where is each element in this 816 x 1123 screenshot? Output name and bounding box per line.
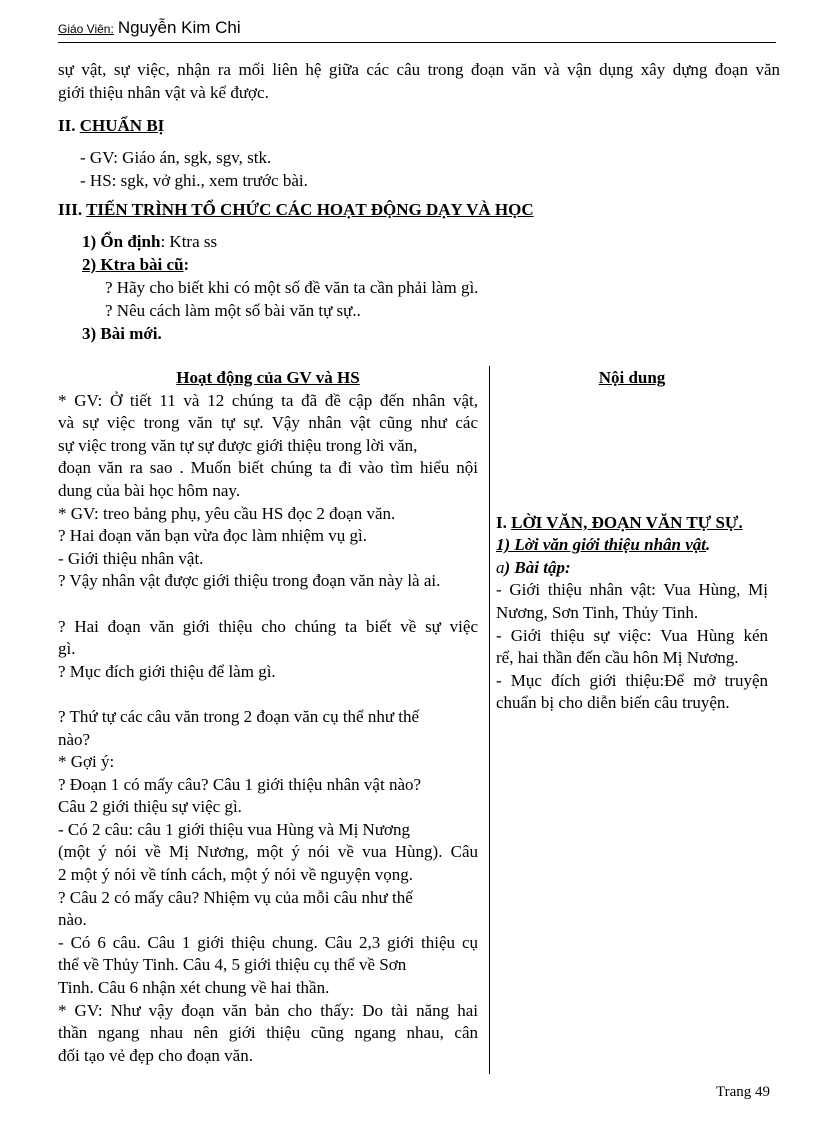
subheading-text: 1) Lời văn giới thiệu nhân vật bbox=[496, 535, 706, 555]
subheading bbox=[496, 534, 768, 557]
step-2 bbox=[82, 253, 478, 276]
text-line: chuẩn bị cho diễn biến câu truyện. bbox=[496, 693, 730, 713]
text-line: gì. bbox=[58, 639, 76, 659]
list-item: - GV: Giáo án, sgk, sgv, stk. bbox=[80, 148, 272, 167]
teacher-name: Nguyễn Kim Chi bbox=[117, 18, 241, 37]
teacher-label: Giáo Viên: bbox=[58, 22, 114, 36]
content-heading bbox=[496, 512, 768, 535]
text-line: ? Đoạn 1 có mấy câu? Câu 1 giới thiệu nhân vật nào? bbox=[58, 774, 422, 794]
spacer bbox=[496, 435, 768, 458]
text-line: thần ngang nhau nên giới thiệu cũng ngang nhau, cân bbox=[58, 1023, 478, 1043]
text-line: (một ý nói về Mị Nương, một ý nói về vua Hùng). Câu bbox=[58, 842, 478, 862]
content-lines bbox=[496, 579, 768, 715]
text-line: 2 một ý nói về tính cách, một ý nói về nguyện vọng. bbox=[58, 865, 414, 885]
text-line: ? Vậy nhân vật được giới thiệu trong đoạn văn này là ai. bbox=[58, 571, 441, 591]
text-line: thể về Thủy Tinh. Câu 4, 5 giới thiệu cụ thể về Sơn bbox=[58, 955, 407, 975]
text-line bbox=[58, 683, 478, 706]
exercise-label bbox=[496, 557, 768, 580]
text-line: nào. bbox=[58, 910, 87, 930]
spacer bbox=[496, 390, 768, 413]
step-label: 3) Bài mới. bbox=[82, 324, 162, 343]
step-colon: : bbox=[183, 255, 190, 274]
spacer bbox=[496, 412, 768, 435]
preparation-list bbox=[80, 146, 308, 192]
spacer bbox=[496, 457, 768, 480]
spacer bbox=[496, 480, 768, 503]
text-line bbox=[58, 593, 478, 616]
text-line: và sự việc trong văn tự sự. Vậy nhân vật cũng như các bbox=[58, 413, 478, 433]
page-header bbox=[58, 18, 776, 43]
step-1 bbox=[82, 230, 478, 253]
activities-column bbox=[58, 367, 478, 1067]
text-line: - Mục đích giới thiệu:Để mở truyện bbox=[496, 670, 768, 690]
subheading-dot: . bbox=[706, 535, 711, 555]
section-title: CHUẨN BỊ bbox=[79, 116, 165, 135]
page-number: 49 bbox=[755, 1084, 771, 1100]
page-label: Trang bbox=[716, 1084, 752, 1100]
review-question: ? Hãy cho biết khi có một số đề văn ta cần phải làm gì. bbox=[105, 278, 479, 297]
text-line: Nương, Sơn Tinh, Thủy Tinh. bbox=[496, 602, 699, 622]
section-number: III. bbox=[58, 200, 83, 219]
text-line: * GV: Như vậy đoạn văn bản cho thấy: Do tài năng hai bbox=[58, 1000, 478, 1020]
exercise-letter: a bbox=[496, 557, 505, 577]
text-line: sự việc trong văn tự sự được giới thiệu trong lời văn, bbox=[58, 435, 418, 455]
text-line: ? Mục đích giới thiệu để làm gì. bbox=[58, 661, 276, 681]
text-line: Câu 2 giới thiệu sự việc gì. bbox=[58, 797, 242, 817]
text-line: - Giới thiệu sự việc: Vua Hùng kén bbox=[496, 625, 768, 645]
step-3 bbox=[82, 322, 478, 345]
text-line: ? Thứ tự các câu văn trong 2 đoạn văn cụ thể như thế bbox=[58, 706, 420, 726]
text-line: ? Hai đoạn văn giới thiệu cho chúng ta biết về sự việc bbox=[58, 616, 478, 636]
text-line: dung của bài học hôm nay. bbox=[58, 480, 241, 500]
section-heading-procedure bbox=[58, 200, 534, 220]
page-footer bbox=[716, 1084, 770, 1101]
procedure-steps bbox=[82, 230, 478, 345]
content-header: Nội dung bbox=[598, 368, 666, 387]
text-line: Tinh. Câu 6 nhận xét chung về hai thần. bbox=[58, 978, 330, 998]
activities-header: Hoạt động của GV và HS bbox=[176, 368, 360, 387]
step-label: 2) Ktra bài cũ bbox=[82, 255, 184, 274]
heading-number: I. bbox=[496, 512, 507, 532]
intro-paragraph bbox=[58, 58, 780, 104]
section-title: TIẾN TRÌNH TỔ CHỨC CÁC HOẠT ĐỘNG DẠY VÀ HỌC bbox=[86, 200, 534, 219]
text-line: - Giới thiệu nhân vật. bbox=[58, 548, 204, 568]
text-line: ? Câu 2 có mấy câu? Nhiệm vụ của mỗi câu như thế bbox=[58, 887, 413, 907]
text-line: ? Hai đoạn văn bạn vừa đọc làm nhiệm vụ gì. bbox=[58, 526, 367, 546]
text-line: * Gợi ý: bbox=[58, 752, 115, 772]
intro-line: sự vật, sự việc, nhận ra mối liên hệ giữa các câu trong đoạn văn và vận dụng xây dựng đoạn văn bbox=[58, 60, 780, 79]
heading-title: LỜI VĂN, ĐOẠN VĂN TỰ SỰ. bbox=[511, 512, 743, 532]
step-text: : Ktra ss bbox=[160, 232, 218, 251]
text-line: nào? bbox=[58, 729, 91, 749]
text-line: * GV: treo bảng phụ, yêu cầu HS đọc 2 đoạn văn. bbox=[58, 503, 396, 523]
text-line: - Có 2 câu: câu 1 giới thiệu vua Hùng và Mị Nương bbox=[58, 819, 411, 839]
content-column bbox=[496, 367, 768, 715]
text-line: rể, hai thần đến cầu hôn Mị Nương. bbox=[496, 648, 739, 668]
section-number: II. bbox=[58, 116, 76, 135]
text-line: đối tạo vẻ đẹp cho đoạn văn. bbox=[58, 1045, 253, 1065]
text-line: - Giới thiệu nhân vật: Vua Hùng, Mị bbox=[496, 580, 768, 600]
text-line: - Có 6 câu. Câu 1 giới thiệu chung. Câu 2,3 giới thiệu cụ bbox=[58, 932, 478, 952]
list-item: - HS: sgk, vở ghi., xem trước bài. bbox=[80, 171, 308, 190]
review-question: ? Nêu cách làm một số bài văn tự sự.. bbox=[105, 301, 361, 320]
column-divider bbox=[489, 366, 490, 1074]
text-line: đoạn văn ra sao . Muốn biết chúng ta đi vào tìm hiểu nội bbox=[58, 458, 478, 478]
step-label: 1) Ổn định bbox=[82, 232, 161, 251]
exercise-text: ) Bài tập: bbox=[504, 557, 571, 577]
text-line: * GV: Ở tiết 11 và 12 chúng ta đã đề cập đến nhân vật, bbox=[58, 390, 478, 410]
activities-content bbox=[58, 390, 478, 1068]
section-heading-preparation bbox=[58, 116, 164, 136]
intro-line: giới thiệu nhân vật và kể được. bbox=[58, 83, 269, 102]
